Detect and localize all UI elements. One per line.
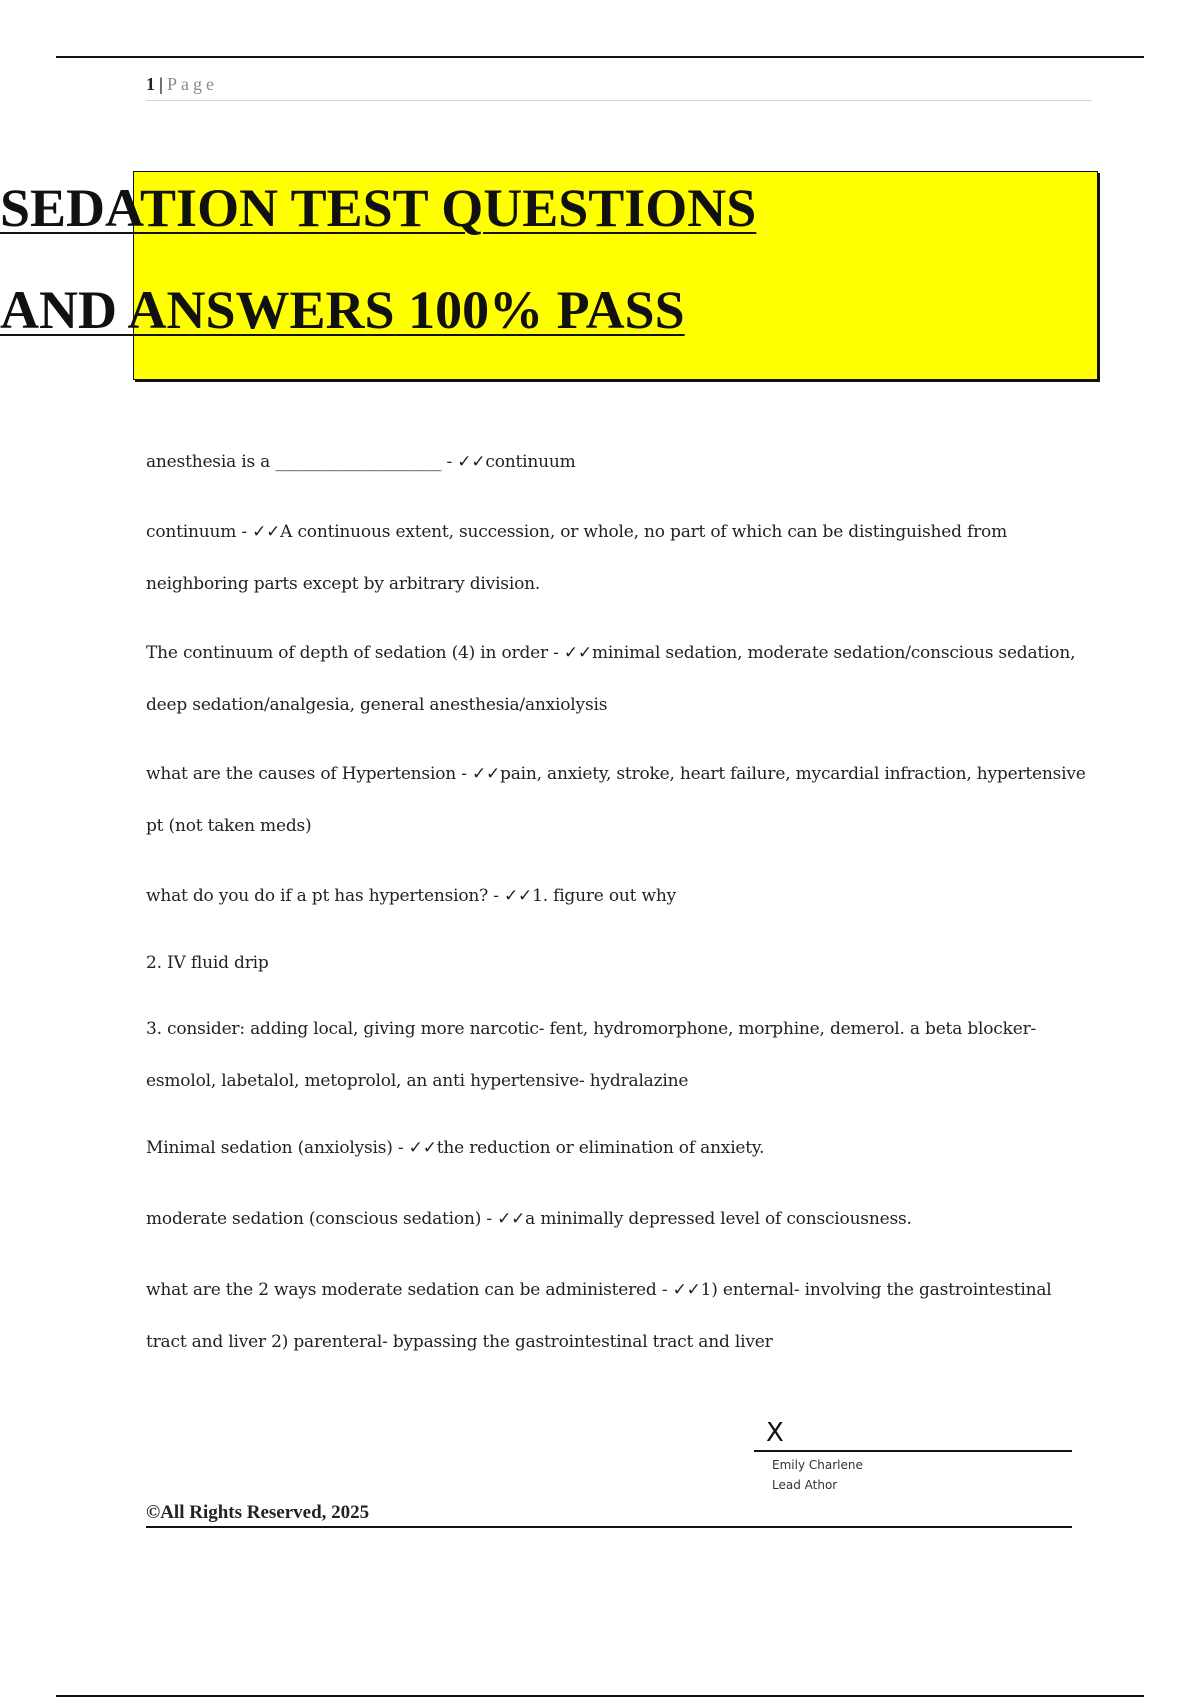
page-label: Page	[166, 74, 218, 94]
signature-role: Lead Athor	[772, 1478, 838, 1492]
answer: ✓✓continuum	[457, 452, 576, 472]
question: what are the 2 ways moderate sedation can be administered	[146, 1280, 657, 1300]
question: anesthesia is a ____________________	[146, 452, 442, 472]
qa-separator: -	[392, 1138, 409, 1158]
qa-item	[146, 1003, 1096, 1107]
answer: ✓✓1. figure out why	[503, 886, 676, 906]
qa-item	[146, 506, 1096, 610]
qa-item	[146, 870, 1096, 922]
answer: ✓✓A continuous extent, succession, or whole, no part of which can be distinguished from neighboring parts except by arbitrary division.	[146, 522, 1008, 594]
question: what do you do if a pt has hypertension?	[146, 886, 489, 906]
bottom-rule	[56, 1695, 1144, 1697]
qa-item	[146, 1122, 1096, 1174]
answer: 3. consider: adding local, giving more narcotic- fent, hydromorphone, morphine, demerol. a beta blocker- esmolol, labetalol, metoprolol, an anti hypertensive- hydralazine	[146, 1019, 1037, 1091]
page-separator: |	[159, 74, 163, 94]
answer: 2. IV fluid drip	[146, 953, 269, 973]
signature-mark: X	[766, 1418, 784, 1448]
answer: ✓✓a minimally depressed level of consciousness.	[497, 1209, 912, 1229]
qa-separator: -	[656, 1280, 673, 1300]
qa-item	[146, 937, 1096, 989]
qa-item	[146, 1264, 1096, 1368]
answer: ✓✓pain, anxiety, stroke, heart failure, mycardial infraction, hypertensive pt (not taken meds)	[146, 764, 1086, 836]
qa-separator: -	[236, 522, 253, 542]
page-number: 1	[146, 74, 155, 94]
question: what are the causes of Hypertension	[146, 764, 456, 784]
answer: ✓✓1) enternal- involving the gastrointestinal tract and liver 2) parenteral- bypassing the gastrointestinal tract and liver	[146, 1280, 1052, 1352]
qa-item	[146, 436, 1096, 488]
document-title-line-1: SEDATION TEST QUESTIONS	[0, 178, 757, 238]
question: continuum	[146, 522, 237, 542]
qa-separator: -	[455, 764, 472, 784]
qa-item	[146, 748, 1096, 852]
qa-separator: -	[441, 452, 458, 472]
qa-separator: -	[488, 886, 504, 906]
document-title-line-2: AND ANSWERS 100% PASS	[0, 280, 685, 340]
question: moderate sedation (conscious sedation)	[146, 1209, 482, 1229]
answer: ✓✓the reduction or elimination of anxiety.	[408, 1138, 765, 1158]
page-header	[146, 72, 1092, 101]
signature-name: Emily Charlene	[772, 1458, 863, 1472]
qa-separator: -	[547, 643, 564, 663]
answer: ✓✓minimal sedation, moderate sedation/conscious sedation, deep sedation/analgesia, general anesthesia/anxiolysis	[146, 643, 1076, 715]
question: The continuum of depth of sedation (4) in order	[146, 643, 548, 663]
copyright-notice: ©All Rights Reserved, 2025	[146, 1500, 1072, 1528]
top-rule	[56, 56, 1144, 58]
signature-line	[754, 1450, 1072, 1452]
qa-item	[146, 1193, 1096, 1245]
qa-item	[146, 627, 1096, 731]
question: Minimal sedation (anxiolysis)	[146, 1138, 393, 1158]
qa-separator: -	[481, 1209, 498, 1229]
